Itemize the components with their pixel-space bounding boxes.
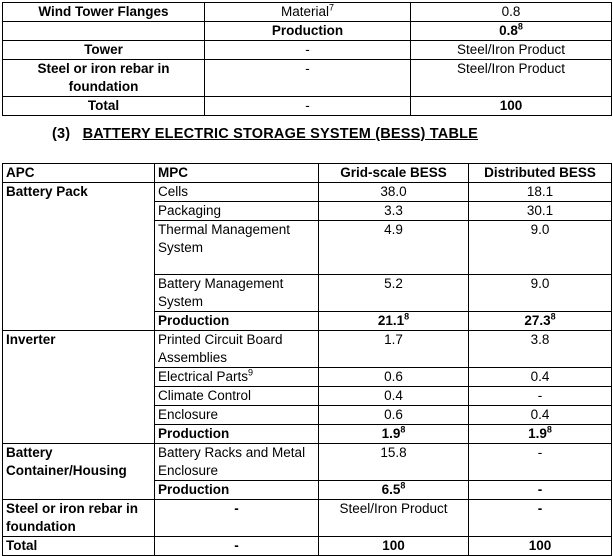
distributed-bess-cell xyxy=(469,183,612,202)
grid-bess-cell-text: 3.3 xyxy=(384,203,403,218)
mpc-cell xyxy=(205,22,411,41)
mpc-cell xyxy=(205,41,411,60)
distributed-bess-cell-text: 9.0 xyxy=(530,222,550,237)
mpc-cell xyxy=(155,387,319,406)
mpc-cell xyxy=(155,537,319,556)
apc-cell xyxy=(3,22,205,41)
distributed-bess-cell-text: 100 xyxy=(528,538,552,553)
mpc-cell xyxy=(155,183,319,202)
distributed-bess-cell xyxy=(469,221,612,275)
column-header-text: Grid-scale BESS xyxy=(340,165,447,180)
mpc-cell-text: Production xyxy=(271,23,344,38)
distributed-bess-cell-text: 0.4 xyxy=(530,369,550,384)
apc-cell-text: Steel or iron rebar in foundation xyxy=(6,501,139,534)
column-header xyxy=(155,164,319,183)
mpc-cell-text: Production xyxy=(158,313,230,328)
mpc-cell xyxy=(205,97,411,116)
footnote-marker: 7 xyxy=(329,2,335,13)
grid-bess-cell xyxy=(319,537,469,556)
mpc-cell-text: Material xyxy=(280,4,329,19)
footnote-marker: 9 xyxy=(248,367,254,378)
distributed-bess-cell-text: 0.4 xyxy=(530,407,550,422)
mpc-cell xyxy=(155,275,319,312)
mpc-cell xyxy=(155,500,319,537)
mpc-cell xyxy=(155,221,319,275)
table-row xyxy=(3,183,612,202)
value-cell-text: Steel/Iron Product xyxy=(456,42,566,57)
mpc-cell xyxy=(155,202,319,221)
grid-bess-cell xyxy=(319,387,469,406)
column-header xyxy=(469,164,612,183)
grid-bess-cell-text: 0.6 xyxy=(384,369,403,384)
value-cell xyxy=(411,97,612,116)
apc-cell-text: Total xyxy=(87,98,120,113)
grid-bess-cell xyxy=(319,481,469,500)
apc-cell xyxy=(3,537,155,556)
apc-group-cell xyxy=(3,444,155,500)
footnote-marker: 8 xyxy=(400,424,406,435)
mpc-cell xyxy=(155,312,319,331)
table-row xyxy=(3,60,612,97)
grid-bess-cell xyxy=(319,183,469,202)
bess-table-heading xyxy=(52,126,478,142)
mpc-cell-text: - xyxy=(305,61,310,76)
distributed-bess-cell xyxy=(469,387,612,406)
apc-group-cell-text: Battery Pack xyxy=(6,184,88,199)
column-header xyxy=(319,164,469,183)
column-header-text: APC xyxy=(6,165,35,180)
distributed-bess-cell xyxy=(469,500,612,537)
header-row xyxy=(3,164,612,183)
mpc-cell-text: Electrical Parts xyxy=(158,369,249,384)
apc-cell-text: Wind Tower Flanges xyxy=(38,4,169,19)
table-row xyxy=(3,3,612,22)
mpc-cell-text: - xyxy=(305,98,310,113)
apc-cell xyxy=(3,500,155,537)
mpc-cell-text: Climate Control xyxy=(158,388,252,403)
mpc-cell-text: - xyxy=(305,42,310,57)
distributed-bess-cell-text: - xyxy=(537,482,543,497)
grid-bess-cell-text: 5.2 xyxy=(384,276,403,291)
apc-cell-text: Total xyxy=(6,538,38,553)
table-row xyxy=(3,97,612,116)
distributed-bess-cell-text: 30.1 xyxy=(526,203,554,218)
grid-bess-cell-text: Steel/Iron Product xyxy=(339,501,448,516)
value-cell xyxy=(411,41,612,60)
mpc-cell xyxy=(155,331,319,368)
grid-bess-cell-text: 1.7 xyxy=(384,332,403,347)
mpc-cell-text: Enclosure xyxy=(158,407,219,422)
mpc-cell-text: - xyxy=(234,501,239,516)
column-header-text: Distributed BESS xyxy=(484,165,596,180)
distributed-bess-cell-text: 1.9 xyxy=(528,426,547,441)
apc-group-cell xyxy=(3,183,155,331)
mpc-cell xyxy=(155,368,319,387)
footnote-marker: 8 xyxy=(517,21,523,32)
table-row xyxy=(3,537,612,556)
distributed-bess-cell xyxy=(469,406,612,425)
apc-cell xyxy=(3,41,205,60)
grid-bess-cell xyxy=(319,312,469,331)
distributed-bess-cell xyxy=(469,275,612,312)
value-cell xyxy=(411,22,612,41)
grid-bess-cell xyxy=(319,444,469,481)
apc-group-cell-text: Battery Container/Housing xyxy=(6,445,127,478)
table-row xyxy=(3,41,612,60)
distributed-bess-cell xyxy=(469,331,612,368)
apc-cell xyxy=(3,60,205,97)
grid-bess-cell xyxy=(319,275,469,312)
mpc-cell xyxy=(155,406,319,425)
wind-components-table xyxy=(2,2,612,116)
distributed-bess-cell-text: - xyxy=(537,445,543,460)
apc-cell-text: Steel or iron rebar in foundation xyxy=(37,61,170,94)
grid-bess-cell xyxy=(319,221,469,275)
distributed-bess-cell xyxy=(469,368,612,387)
table-row xyxy=(3,500,612,537)
grid-bess-cell-text: 100 xyxy=(382,538,405,553)
grid-bess-cell-text: 0.4 xyxy=(384,388,403,403)
grid-bess-cell-text: 21.1 xyxy=(377,313,405,328)
value-cell xyxy=(411,60,612,97)
distributed-bess-cell xyxy=(469,312,612,331)
distributed-bess-cell xyxy=(469,537,612,556)
distributed-bess-cell xyxy=(469,444,612,481)
value-cell xyxy=(411,3,612,22)
grid-bess-cell-text: 0.6 xyxy=(384,407,403,422)
grid-bess-cell xyxy=(319,406,469,425)
grid-bess-cell xyxy=(319,425,469,444)
footnote-marker: 8 xyxy=(400,480,406,491)
grid-bess-cell-text: 15.8 xyxy=(380,445,407,460)
mpc-cell-text: - xyxy=(234,538,239,553)
mpc-cell-text: Battery Management System xyxy=(158,276,284,309)
mpc-cell xyxy=(155,444,319,481)
apc-cell-text: Tower xyxy=(84,42,123,57)
apc-cell xyxy=(3,97,205,116)
grid-bess-cell xyxy=(319,500,469,537)
grid-bess-cell xyxy=(319,331,469,368)
mpc-cell-text: Packaging xyxy=(158,203,222,218)
footnote-marker: 8 xyxy=(404,311,410,322)
footnote-marker: 8 xyxy=(550,311,556,322)
distributed-bess-cell-text: 18.1 xyxy=(526,184,554,199)
mpc-cell-text: Printed Circuit Board Assemblies xyxy=(158,332,283,365)
distributed-bess-cell-text: - xyxy=(537,388,543,403)
table-row xyxy=(3,22,612,41)
mpc-cell-text: Cells xyxy=(158,184,189,199)
column-header-text: MPC xyxy=(158,165,188,180)
value-cell-text: 0.8 xyxy=(499,23,518,38)
grid-bess-cell-text: 4.9 xyxy=(384,222,403,237)
value-cell-text: Steel/Iron Product xyxy=(456,61,566,76)
mpc-cell-text: Thermal Management System xyxy=(158,222,291,255)
table-row xyxy=(3,444,612,481)
grid-bess-cell-text: 1.9 xyxy=(381,426,401,441)
value-cell-text: 100 xyxy=(499,98,523,113)
value-cell-text: 0.8 xyxy=(501,4,521,19)
distributed-bess-cell xyxy=(469,202,612,221)
distributed-bess-cell-text: 27.3 xyxy=(524,313,551,328)
mpc-cell-text: Battery Racks and Metal Enclosure xyxy=(158,445,306,478)
bess-table xyxy=(2,163,612,556)
column-header xyxy=(3,164,155,183)
mpc-cell xyxy=(155,481,319,500)
mpc-cell-text: Production xyxy=(158,426,230,441)
mpc-cell xyxy=(155,425,319,444)
distributed-bess-cell-text: 3.8 xyxy=(530,332,550,347)
distributed-bess-cell xyxy=(469,481,612,500)
section-number: (3) xyxy=(52,126,71,142)
grid-bess-cell xyxy=(319,368,469,387)
mpc-cell xyxy=(205,3,411,22)
grid-bess-cell-text: 38.0 xyxy=(380,184,407,199)
grid-bess-cell-text: 6.5 xyxy=(381,482,401,497)
distributed-bess-cell-text: 9.0 xyxy=(530,276,550,291)
footnote-marker: 8 xyxy=(546,424,552,435)
distributed-bess-cell-text: - xyxy=(537,501,543,516)
section-title: BATTERY ELECTRIC STORAGE SYSTEM (BESS) TABLE xyxy=(82,126,479,142)
mpc-cell-text: Production xyxy=(158,482,230,497)
grid-bess-cell xyxy=(319,202,469,221)
table-row xyxy=(3,331,612,368)
apc-cell xyxy=(3,3,205,22)
apc-group-cell-text: Inverter xyxy=(6,332,56,347)
apc-group-cell xyxy=(3,331,155,444)
mpc-cell xyxy=(205,60,411,97)
distributed-bess-cell xyxy=(469,425,612,444)
